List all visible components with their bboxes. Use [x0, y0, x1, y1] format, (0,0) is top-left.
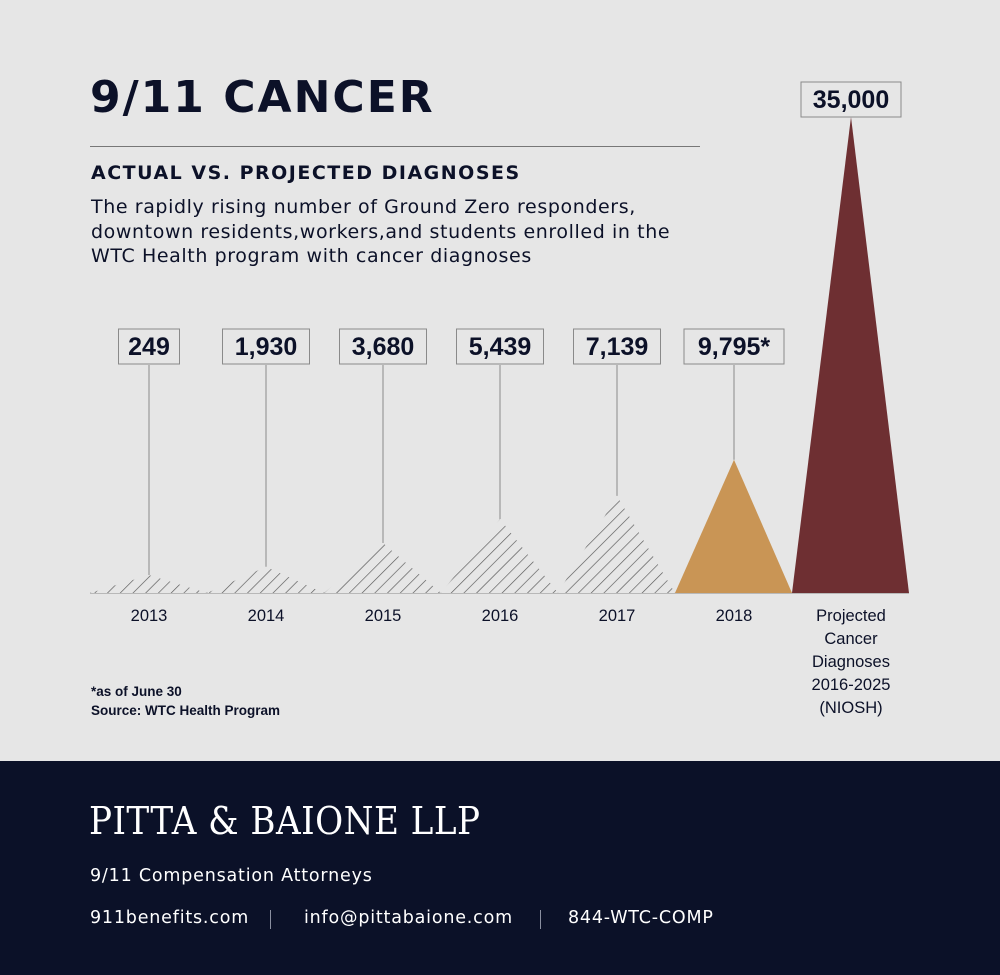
- bar-2013: [90, 575, 207, 593]
- chart-subtitle: ACTUAL VS. PROJECTED DIAGNOSES: [91, 162, 521, 184]
- category-label: 2015: [364, 607, 402, 625]
- category-label: 2014: [247, 607, 285, 625]
- value-label: 5,439: [468, 333, 532, 361]
- bar-2016: [441, 519, 558, 593]
- chart-description: The rapidly rising number of Ground Zero responders, downtown residents,workers,and students enrolled in the WTC Health program with cancer diagnoses: [91, 196, 671, 267]
- value-label: 9,795*: [697, 333, 771, 361]
- category-label: 2016: [481, 607, 519, 625]
- value-label: 7,139: [585, 333, 649, 361]
- category-label: 2018: [715, 607, 753, 625]
- category-label: 2013: [130, 607, 168, 625]
- page-title: 9/11 CANCER: [90, 72, 435, 123]
- footnote: *as of June 30: [91, 684, 182, 699]
- category-label: Diagnoses: [812, 653, 890, 671]
- firm-tagline: 9/11 Compensation Attorneys: [90, 866, 373, 886]
- phone-link[interactable]: 844-WTC-COMP: [568, 908, 714, 928]
- value-label: 3,680: [351, 333, 415, 361]
- category-label: 2016-2025: [811, 676, 891, 694]
- contact-divider: [270, 910, 271, 929]
- bar-2014: [207, 567, 324, 593]
- firm-name: PITTA & BAIONE LLP: [89, 799, 481, 843]
- bar-projected: [792, 117, 909, 593]
- value-label: 35,000: [812, 86, 890, 114]
- bar-2018: [675, 460, 792, 593]
- email-link[interactable]: info@pittabaione.com: [304, 908, 513, 928]
- value-label: 1,930: [234, 333, 298, 361]
- source-note: Source: WTC Health Program: [91, 703, 281, 718]
- bar-2015: [324, 543, 441, 593]
- chart-notes: [91, 682, 280, 720]
- category-label: Projected: [816, 607, 886, 625]
- category-label: Cancer: [824, 630, 878, 648]
- contact-divider: [540, 910, 541, 929]
- website-link[interactable]: 911benefits.com: [90, 908, 250, 928]
- footer: [0, 761, 1000, 975]
- category-label: 2017: [598, 607, 636, 625]
- bar-2017: [558, 496, 675, 593]
- value-label: 249: [128, 333, 170, 361]
- category-label: (NIOSH): [819, 699, 883, 717]
